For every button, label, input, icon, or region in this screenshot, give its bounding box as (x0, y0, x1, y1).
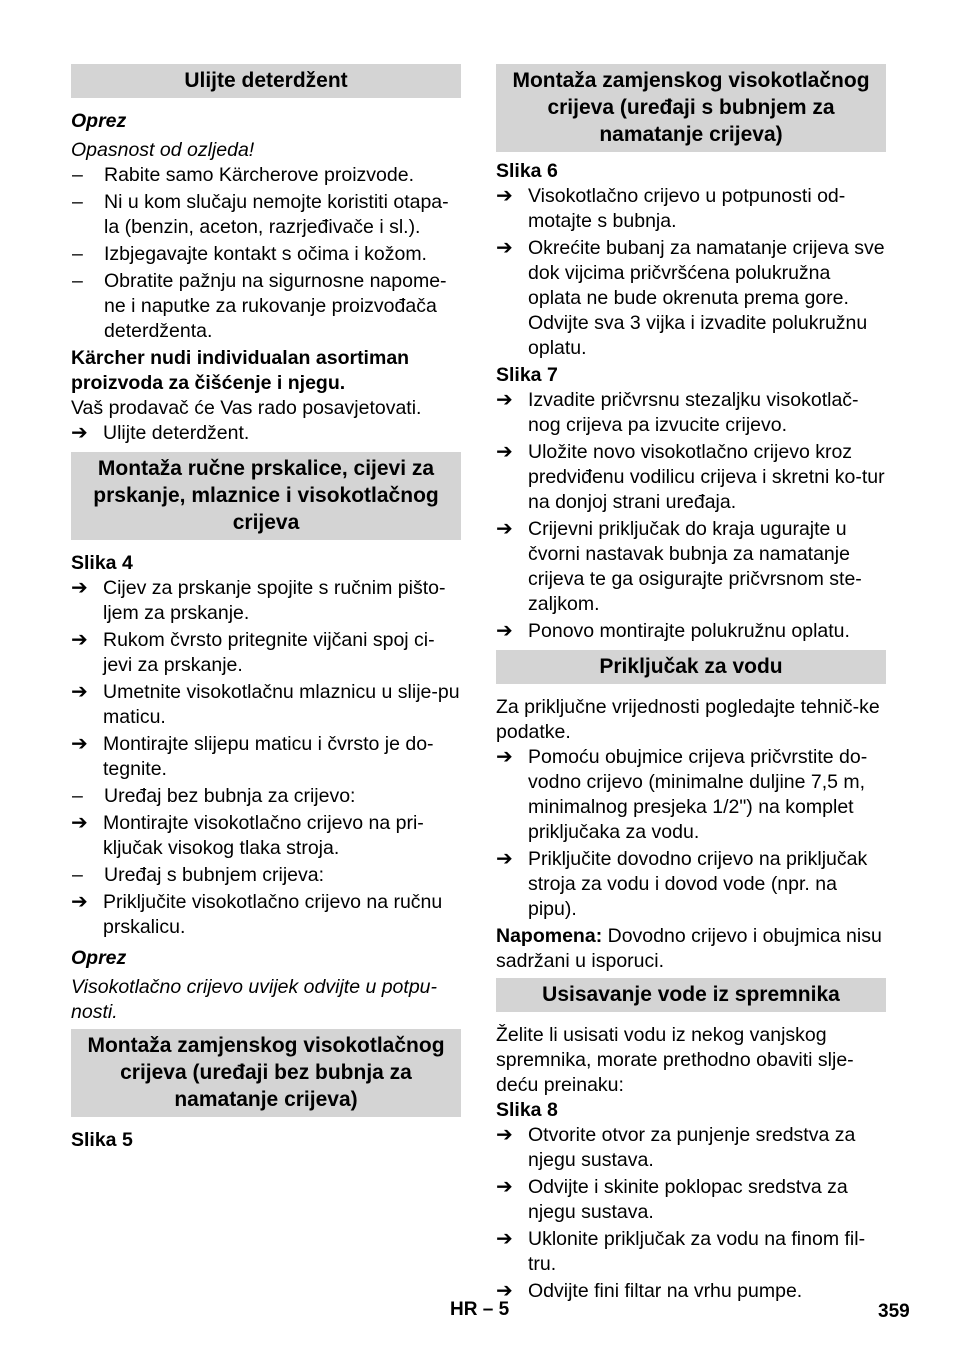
step-item: ➔ Montirajte slijepu maticu i čvrsto je do-tegnite. (71, 733, 434, 780)
section-heading-detergent: Ulijte deterdžent (71, 64, 461, 98)
arrow-icon: ➔ (496, 518, 513, 540)
step-item: ➔ Crijevni priključak do kraja ugurajte u čvorni nastavak bubnja za namatanje crijeva te ga osigurajte pričvrsnom ste-zaljkom. (496, 518, 862, 615)
arrow-icon: ➔ (496, 1280, 513, 1302)
arrow-icon: ➔ (496, 237, 513, 259)
arrow-icon: ➔ (496, 389, 513, 411)
section-heading-hose-no-drum: Montaža zamjenskog visokotlačnog crijeva (uređaji bez bubnja za namatanje crijeva) (71, 1029, 461, 1117)
figure-label: Slika 6 (496, 160, 558, 182)
step-item: ➔ Okrećite bubanj za namatanje crijeva sve dok vijcima pričvršćena polukružna oplata ne bude okrenuta prema gore. Odvijte sva 3 vijka i izvadite polukružnu oplatu. (496, 237, 885, 359)
section-page-number: HR – 5 (450, 1299, 510, 1320)
paragraph: Vaš prodavač će Vas rado posavjetovati. (71, 397, 422, 419)
arrow-icon: ➔ (71, 733, 88, 755)
arrow-icon: ➔ (71, 681, 88, 703)
dash-icon: – (72, 270, 83, 292)
list-item: – Izbjegavajte kontakt s očima i kožom. (72, 243, 427, 265)
step-item: ➔ Cijev za prskanje spojite s ručnim pišto-ljem za prskanje. (71, 577, 446, 624)
note-label: Napomena: (496, 925, 603, 947)
caution-text: Visokotlačno crijevo uvijek odvijte u potpu-nosti. (71, 976, 438, 1023)
dash-icon: – (72, 864, 83, 886)
figure-label: Slika 5 (71, 1129, 133, 1151)
figure-label: Slika 8 (496, 1099, 558, 1121)
section-heading-spray-assembly: Montaža ručne prskalice, cijevi za prskanje, mlaznice i visokotlačnog crijeva (71, 452, 461, 540)
dash-icon: – (72, 164, 83, 186)
step-item: ➔ Priključite dovodno crijevo na priključak stroja za vodu i dovod vode (npr. na pipu). (496, 848, 868, 920)
arrow-icon: ➔ (496, 1228, 513, 1250)
arrow-icon: ➔ (496, 1124, 513, 1146)
page-number: 359 (878, 1301, 910, 1322)
arrow-icon: ➔ (496, 185, 513, 207)
dash-icon: – (72, 191, 83, 213)
arrow-icon: ➔ (71, 577, 88, 599)
note-text: Dovodno crijevo i obujmica nisu sadržani u isporuci. (496, 925, 882, 972)
step-item: ➔ Otvorite otvor za punjenje sredstva za njegu sustava. (496, 1124, 856, 1171)
step-item: ➔ Montirajte visokotlačno crijevo na pri-ključak visokog tlaka stroja. (71, 812, 424, 859)
list-item: – Obratite pažnju na sigurnosne napome-ne i naputke za rukovanje proizvođača deterdženta. (72, 270, 447, 342)
arrow-icon: ➔ (496, 848, 513, 870)
list-item: – Uređaj bez bubnja za crijevo: (72, 785, 356, 807)
step-item: ➔ Umetnite visokotlačnu mlaznicu u slije-pu maticu. (71, 681, 460, 728)
arrow-icon: ➔ (71, 422, 88, 444)
step-item: ➔ Visokotlačno crijevo u potpunosti od-motajte s bubnja. (496, 185, 846, 232)
list-item: – Uređaj s bubnjem crijeva: (72, 864, 325, 886)
arrow-icon: ➔ (496, 441, 513, 463)
arrow-icon: ➔ (496, 746, 513, 768)
step-item: ➔ Priključite visokotlačno crijevo na ručnu prskalicu. (71, 891, 443, 938)
list-item: – Rabite samo Kärcherove proizvode. (72, 164, 414, 186)
note-paragraph (496, 924, 886, 974)
arrow-icon: ➔ (71, 812, 88, 834)
step-item: ➔ Uklonite priključak za vodu na finom fil-tru. (496, 1228, 866, 1275)
section-heading-water-connection: Priključak za vodu (496, 650, 886, 684)
caution-label: Oprez (71, 110, 127, 132)
list-item: – Ni u kom slučaju nemojte koristiti otapa-la (benzin, aceton, razrjeđivače i sl.). (72, 191, 449, 238)
arrow-icon: ➔ (71, 891, 88, 913)
section-heading-water-suction: Usisavanje vode iz spremnika (496, 978, 886, 1012)
dash-icon: – (72, 243, 83, 265)
arrow-icon: ➔ (496, 1176, 513, 1198)
figure-label: Slika 4 (71, 552, 133, 574)
dash-icon: – (72, 785, 83, 807)
caution-label: Oprez (71, 947, 127, 969)
step-item: ➔ Uložite novo visokotlačno crijevo kroz predviđenu vodilicu crijeva i skretni ko-tur na donjoj strani uređaja. (496, 441, 885, 513)
arrow-icon: ➔ (496, 620, 513, 642)
step-item: ➔ Ulijte deterdžent. (71, 422, 250, 444)
caution-text: Opasnost od ozljeda! (71, 139, 255, 161)
step-item: ➔ Rukom čvrsto pritegnite vijčani spoj ci-jevi za prskanje. (71, 629, 435, 676)
arrow-icon: ➔ (71, 629, 88, 651)
bold-note: Kärcher nudi individualan asortiman proizvoda za čišćenje i njegu. (71, 347, 410, 394)
dash-list (71, 163, 461, 344)
paragraph: Želite li usisati vodu iz nekog vanjskog spremnika, morate prethodno obaviti slje-deću preinaku: (496, 1024, 854, 1096)
paragraph: Za priključne vrijednosti pogledajte tehnič-ke podatke. (496, 696, 880, 743)
step-item: ➔ Izvadite pričvrsnu stezaljku visokotlač-nog crijeva pa izvucite crijevo. (496, 389, 859, 436)
left-column (71, 64, 461, 1153)
step-item: ➔ Pomoću obujmice crijeva pričvrstite do-vodno crijevo (minimalne duljine 7,5 m, minimalnog presjeka 1/2") na komplet priključaka za vodu. (496, 746, 868, 843)
step-item: ➔ Odvijte i skinite poklopac sredstva za njegu sustava. (496, 1176, 848, 1223)
right-column (496, 64, 886, 1306)
step-item: ➔ Ponovo montirajte polukružnu oplatu. (496, 620, 850, 642)
section-heading-hose-with-drum: Montaža zamjenskog visokotlačnog crijeva (uređaji s bubnjem za namatanje crijeva) (496, 64, 886, 152)
step-item: ➔ Odvijte fini filtar na vrhu pumpe. (496, 1280, 803, 1302)
figure-label: Slika 7 (496, 364, 558, 386)
